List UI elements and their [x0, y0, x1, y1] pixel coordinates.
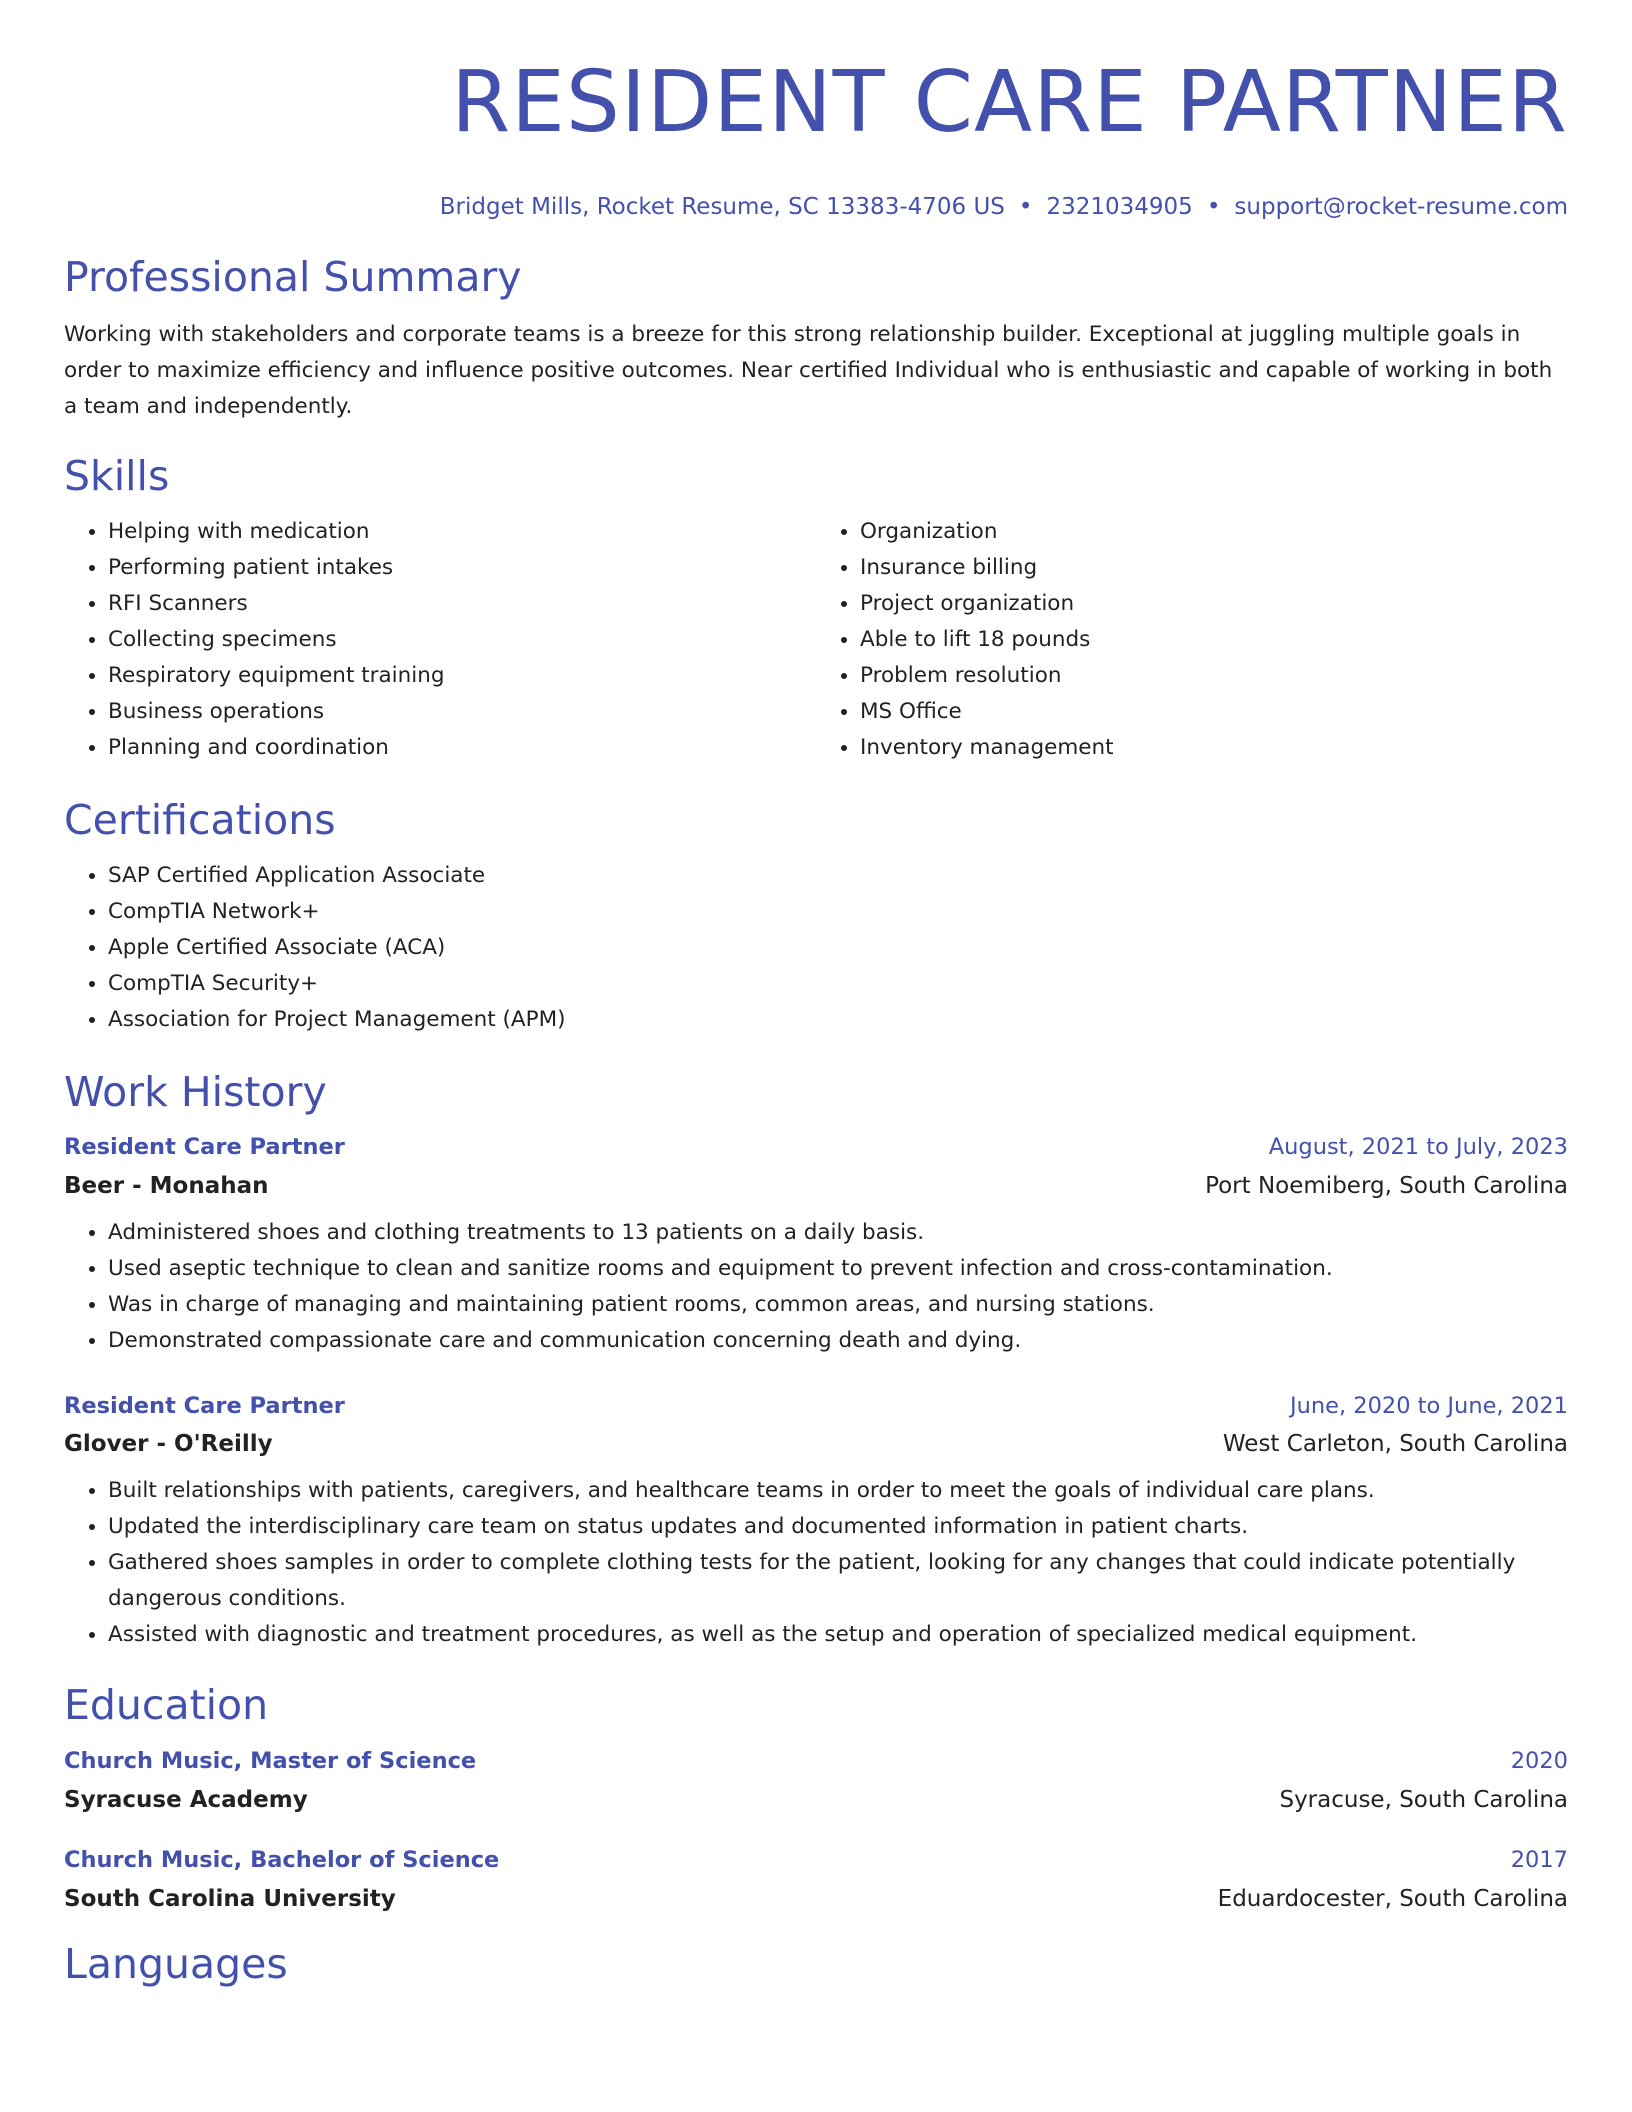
- education-school-row: [64, 1884, 1568, 1914]
- job-duty: • Was in charge of managing and maintaining patient rooms, common areas, and nursing stations.: [108, 1287, 1568, 1323]
- skills-heading: Skills: [64, 452, 170, 500]
- education-entry: [64, 1845, 1568, 1914]
- skill-item: • Problem resolution: [860, 658, 1568, 694]
- certifications-list: [64, 858, 1568, 1038]
- job-duties-list: [64, 1473, 1568, 1653]
- resume-header: [64, 0, 1568, 222]
- skill-item: • Inventory management: [860, 730, 1568, 766]
- education-year: 2017: [1510, 1847, 1568, 1873]
- skill-item: • Planning and coordination: [108, 730, 816, 766]
- certification-item: • Association for Project Management (APM): [108, 1002, 1568, 1038]
- job-duty: • Updated the interdisciplinary care team on status updates and documented information in patient charts.: [108, 1509, 1568, 1545]
- education-degree-row: [64, 1845, 1568, 1875]
- skill-item: • Able to lift 18 pounds: [860, 622, 1568, 658]
- certifications-heading: Certifications: [64, 796, 336, 844]
- work-history-section: [64, 1068, 1568, 1653]
- education-section: [64, 1681, 1568, 1914]
- contact-separator: •: [1018, 194, 1033, 220]
- education-degree-row: [64, 1746, 1568, 1776]
- resume-title: RESIDENT CARE PARTNER: [451, 53, 1568, 152]
- job-location: Port Noemiberg, South Carolina: [1205, 1173, 1568, 1199]
- job-duty: • Administered shoes and clothing treatments to 13 patients on a daily basis.: [108, 1215, 1568, 1251]
- job-duty: • Demonstrated compassionate care and communication concerning death and dying.: [108, 1323, 1568, 1359]
- education-entry: [64, 1746, 1568, 1815]
- job-duty: • Built relationships with patients, caregivers, and healthcare teams in order to meet the goals of individual care plans.: [108, 1473, 1568, 1509]
- contact-email[interactable]: support@rocket-resume.com: [1234, 194, 1568, 220]
- certifications-section: [64, 796, 1568, 1038]
- education-school: Syracuse Academy: [64, 1787, 308, 1813]
- work-history-heading: Work History: [64, 1068, 327, 1116]
- contact-phone: 2321034905: [1046, 194, 1193, 220]
- job-dates: June, 2020 to June, 2021: [1289, 1393, 1568, 1419]
- contact-separator: •: [1206, 194, 1221, 220]
- summary-heading: Professional Summary: [64, 253, 522, 301]
- job-title: Resident Care Partner: [64, 1393, 345, 1419]
- job-duty: • Assisted with diagnostic and treatment procedures, as well as the setup and operation of specialized medical equipment.: [108, 1617, 1568, 1653]
- skill-item: • MS Office: [860, 694, 1568, 730]
- job-entry: [64, 1132, 1568, 1359]
- summary-text: Working with stakeholders and corporate teams is a breeze for this strong relationship builder. Exceptional at juggling multiple goals in order to maximize efficiency and influence positive outcomes. Near certified Individual who is enthusiastic and capable of working in both a team and independently.: [64, 322, 1553, 419]
- skill-item: • Insurance billing: [860, 550, 1568, 586]
- education-school: South Carolina University: [64, 1886, 396, 1912]
- skill-item: • Collecting specimens: [108, 622, 816, 658]
- languages-section: [64, 1940, 1568, 1988]
- education-location: Eduardocester, South Carolina: [1217, 1886, 1568, 1912]
- job-company: Glover - O'Reilly: [64, 1431, 273, 1457]
- job-title-row: [64, 1132, 1568, 1162]
- education-location: Syracuse, South Carolina: [1279, 1787, 1568, 1813]
- certification-item: • CompTIA Security+: [108, 966, 1568, 1002]
- education-heading: Education: [64, 1681, 269, 1729]
- skill-item: • Project organization: [860, 586, 1568, 622]
- education-degree: Church Music, Master of Science: [64, 1748, 477, 1774]
- education-school-row: [64, 1785, 1568, 1815]
- certification-item: • Apple Certified Associate (ACA): [108, 930, 1568, 966]
- job-duty: • Used aseptic technique to clean and sanitize rooms and equipment to prevent infection and cross-contamination.: [108, 1251, 1568, 1287]
- skills-list-right: [816, 514, 1568, 766]
- languages-heading: Languages: [64, 1940, 288, 1988]
- job-company-row: [64, 1429, 1568, 1459]
- skills-section: [64, 452, 1568, 766]
- certification-item: • SAP Certified Application Associate: [108, 858, 1568, 894]
- job-dates: August, 2021 to July, 2023: [1268, 1134, 1568, 1160]
- skills-list-left: [64, 514, 816, 766]
- summary-section: [64, 253, 1568, 425]
- skill-item: • RFI Scanners: [108, 586, 816, 622]
- job-title: Resident Care Partner: [64, 1134, 345, 1160]
- skill-item: • Performing patient intakes: [108, 550, 816, 586]
- skills-columns: [64, 514, 1568, 766]
- job-duties-list: [64, 1215, 1568, 1359]
- education-year: 2020: [1510, 1748, 1568, 1774]
- job-company: Beer - Monahan: [64, 1173, 269, 1199]
- job-company-row: [64, 1171, 1568, 1201]
- skill-item: • Helping with medication: [108, 514, 816, 550]
- contact-line: [64, 192, 1568, 222]
- job-location: West Carleton, South Carolina: [1222, 1431, 1568, 1457]
- skill-item: • Respiratory equipment training: [108, 658, 816, 694]
- education-degree: Church Music, Bachelor of Science: [64, 1847, 500, 1873]
- skill-item: • Organization: [860, 514, 1568, 550]
- contact-address: Bridget Mills, Rocket Resume, SC 13383-4706 US: [439, 194, 1005, 220]
- job-title-row: [64, 1391, 1568, 1421]
- certification-item: • CompTIA Network+: [108, 894, 1568, 930]
- job-entry: [64, 1391, 1568, 1653]
- job-duty: • Gathered shoes samples in order to complete clothing tests for the patient, looking for any changes that could indicate potentially dangerous conditions.: [108, 1545, 1568, 1617]
- skill-item: • Business operations: [108, 694, 816, 730]
